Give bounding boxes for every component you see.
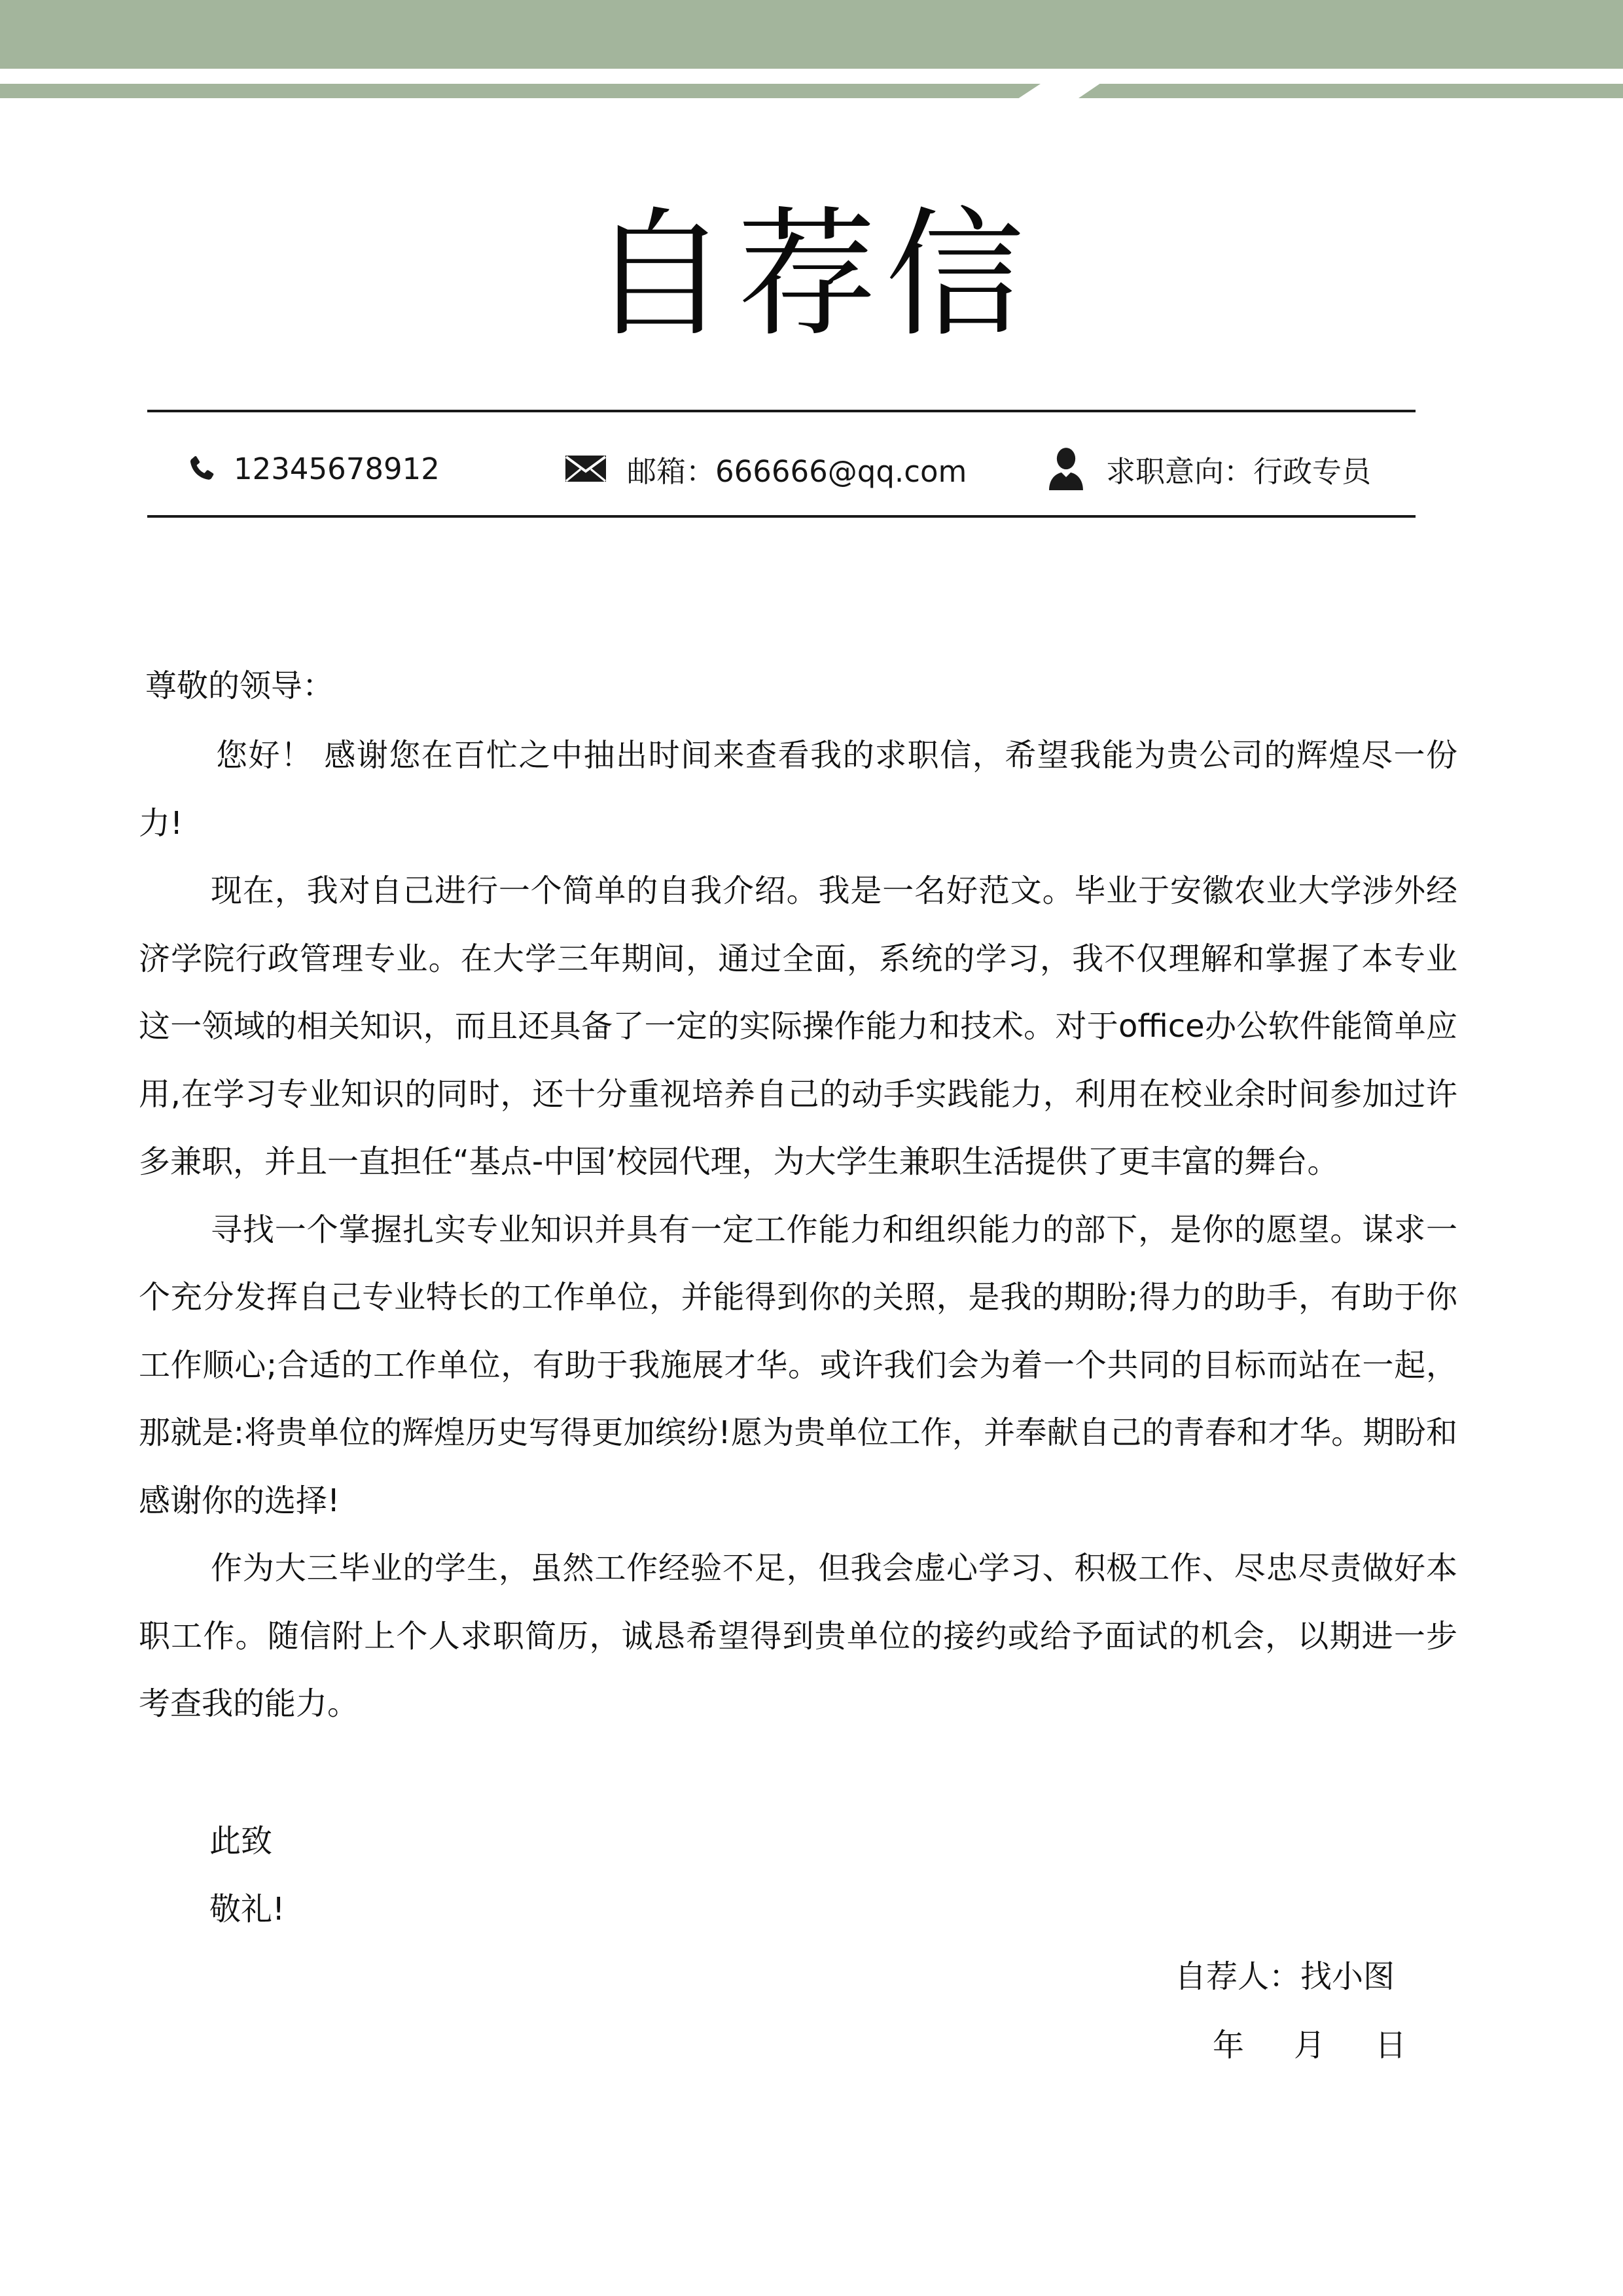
paragraph-aspiration: 寻找一个掌握扎实专业知识并具有一定工作能力和组织能力的部下，是你的愿望。谋求一个充分发挥自己专业特长的工作单位，并能得到你的关照，是我的期盼;得力的助手，有助于你工作顺心;合适的工作单位，有助于我施展才华。或许我们会为着一个共同的目标而站在一起，那就是:将贵单位的辉煌历史写得更加缤纷!愿为贵单位工作，并奉献自己的青春和才华。期盼和感谢你的选择!	[139, 1211, 1457, 1519]
date-year: 年	[1213, 2027, 1245, 2064]
person-icon	[1047, 447, 1085, 490]
paragraph-introduction: 现在，我对自己进行一个简单的自我介绍。我是一名好范文。毕业于安徽农业大学涉外经济学院行政管理专业。在大学三年期间，通过全面，系统的学习，我不仅理解和掌握了本专业这一领域的相关知识，而且还具备了一定的实际操作能力和技术。对于office办公软件能简单应用,在学习专业知识的同时，还十分重视培养自己的动手实践能力，利用在校业余时间参加过许多兼职，并且一直担任“基点-中国’校园代理，为大学生兼职生活提供了更丰富的舞台。	[139, 872, 1457, 1180]
email-address: 邮箱：666666@qq.com	[627, 454, 967, 489]
job-intent: 求职意向：行政专员	[1106, 454, 1372, 489]
phone-number: 12345678912	[234, 451, 440, 486]
date-line	[1213, 2022, 1406, 2069]
closing-salute: 敬礼!	[209, 1891, 285, 1928]
contact-phone	[187, 432, 440, 505]
divider-bottom	[147, 515, 1416, 518]
phone-icon	[187, 452, 217, 485]
letter-body	[139, 722, 1457, 1738]
paragraph-greeting: 您好！ 感谢您在百忙之中抽出时间来查看我的求职信，希望我能为贵公司的辉煌尽一份力!	[139, 737, 1457, 842]
salutation: 尊敬的领导：	[145, 668, 334, 704]
header-stripe-right	[1079, 84, 1623, 98]
contact-email	[564, 432, 967, 505]
header-stripe-left	[0, 84, 1041, 98]
closing-regards: 此致	[209, 1823, 273, 1859]
header-band	[0, 0, 1623, 69]
page-title: 自荐信	[590, 194, 1033, 355]
contact-job-intent	[1047, 432, 1371, 505]
envelope-icon	[564, 453, 607, 484]
contact-bar	[0, 432, 1623, 505]
divider-top	[147, 410, 1416, 412]
date-day: 日	[1375, 2027, 1407, 2064]
paragraph-conclusion: 作为大三毕业的学生，虽然工作经验不足，但我会虚心学习、积极工作、尽忠尽责做好本职工作。随信附上个人求职简历，诚恳希望得到贵单位的接约或给予面试的机会，以期进一步考查我的能力。	[139, 1550, 1457, 1722]
signature: 自荐人：找小图	[1175, 1958, 1395, 1995]
date-month: 月	[1294, 2027, 1326, 2064]
